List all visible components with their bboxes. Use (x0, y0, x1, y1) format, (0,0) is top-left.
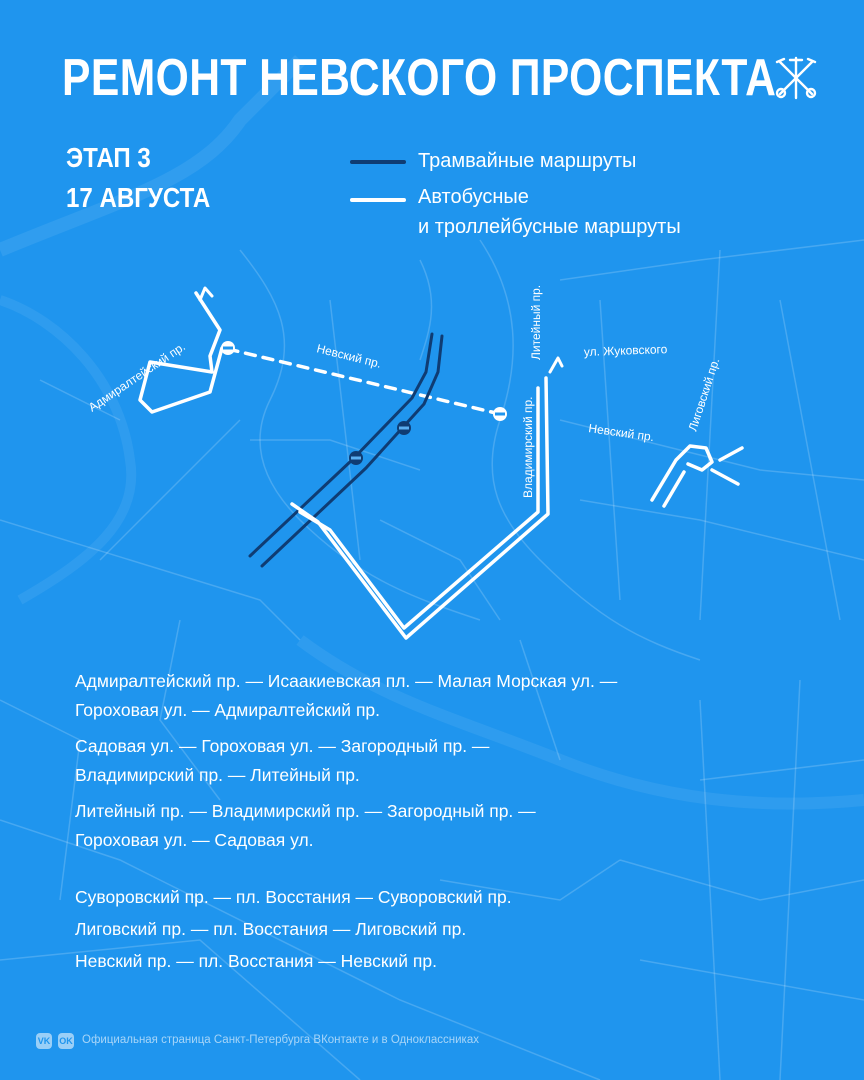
route-item: Суворовский пр. — пл. Восстания — Суворовский пр. (75, 887, 512, 907)
route-item: Невский пр. — пл. Восстания — Невский пр. (75, 951, 437, 971)
legend-tram-label: Трамвайные маршруты (418, 150, 637, 172)
page-title: РЕМОНТ НЕВСКОГО ПРОСПЕКТА (62, 49, 777, 107)
vk-icon[interactable]: VK (36, 1033, 52, 1049)
map-label-nevsky-east: Невский пр. (587, 421, 655, 445)
route-item: Литейный пр. — Владимирский пр. — Загородный пр. — Гороховая ул. — Садовая ул. (75, 801, 536, 850)
stage-info (66, 138, 210, 218)
legend-bus-label-2: и троллейбусные маршруты (418, 216, 681, 238)
ok-icon[interactable]: OK (58, 1033, 74, 1049)
legend-bus-line (350, 198, 406, 202)
spb-emblem-icon (772, 54, 820, 102)
route-item: Садовая ул. — Гороховая ул. — Загородный пр. — Владимирский пр. — Литейный пр. (75, 736, 490, 785)
map-label-nevsky-west: Невский пр. (315, 341, 383, 371)
route-group-vosstaniya (75, 883, 795, 976)
legend-tram-line (350, 160, 406, 164)
map-label-zhukovskogo: ул. Жуковского (583, 342, 668, 359)
map-label-admiralteysky: Адмиралтейский пр. (85, 339, 188, 415)
route-list (75, 667, 795, 976)
route-item: Адмиралтейский пр. — Исаакиевская пл. — Малая Морская ул. — Гороховая ул. — Адмиралтейский пр. (75, 671, 618, 720)
stage-date: 17 АВГУСТА (66, 182, 211, 213)
map-label-ligovsky: Лиговский пр. (685, 356, 723, 433)
route-item: Лиговский пр. — пл. Восстания — Лиговский пр. (75, 919, 467, 939)
stage-label: ЭТАП 3 (66, 142, 151, 173)
route-group-bus (75, 667, 795, 855)
legend-bus-label-1: Автобусные (418, 186, 529, 208)
footer-text: Официальная страница Санкт-Петербурга ВКонтакте и в Одноклассниках (82, 1034, 479, 1046)
map-label-liteyny: Литейный пр. (529, 284, 543, 360)
map-label-vladimirsky: Владимирский пр. (521, 396, 535, 498)
